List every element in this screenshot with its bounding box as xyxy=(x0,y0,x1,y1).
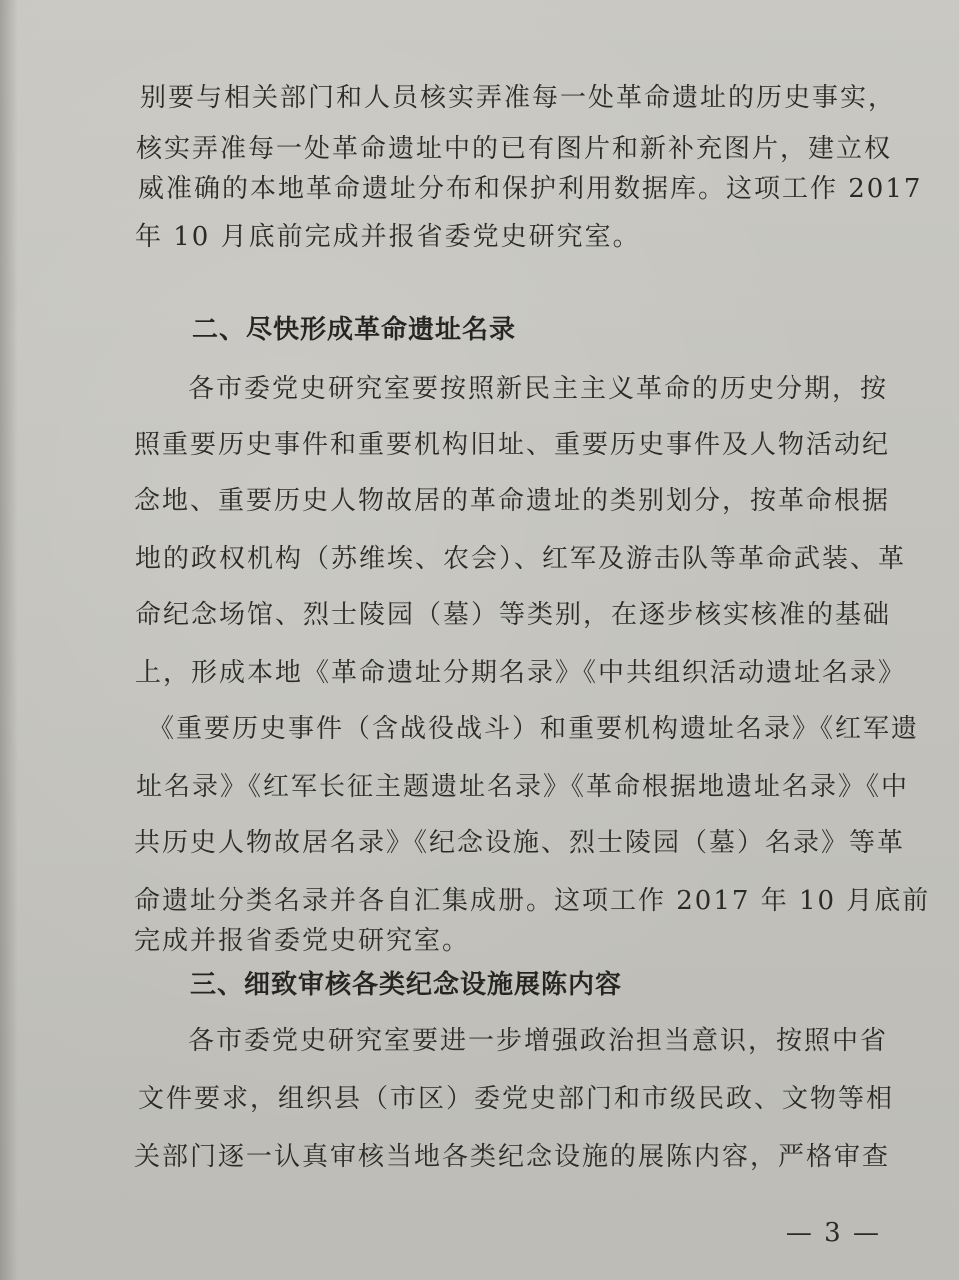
text-line: 文件要求，组织县（市区）委党史部门和市级民政、文物等相 xyxy=(138,1084,895,1114)
page-number: — 3 — xyxy=(785,1218,881,1248)
text-line: 共历史人物故居名录》《纪念设施、烈士陵园（墓）名录》等革 xyxy=(134,828,906,858)
text-line: 关部门逐一认真审核当地各类纪念设施的展陈内容，严格审查 xyxy=(134,1142,891,1172)
text-line: 《重要历史事件（含战役战斗）和重要机构遗址名录》《红军遗 xyxy=(148,714,920,744)
text-line: 地的政权机构（苏维埃、农会）、红军及游击队等革命武装、革 xyxy=(135,544,907,574)
text-line: 命纪念场馆、烈士陵园（墓）等类别，在逐步核实核准的基础 xyxy=(135,600,892,630)
page-edge-shadow xyxy=(0,0,18,1280)
text-line: 念地、重要历史人物故居的革命遗址的类别划分，按革命根据 xyxy=(134,486,891,516)
text-line: 核实弄准每一处革命遗址中的已有图片和新补充图片，建立权 xyxy=(136,134,893,164)
text-line: 址名录》《红军长征主题遗址名录》《革命根据地遗址名录》《中 xyxy=(136,772,910,802)
text-line: 年 10 月底前完成并报省委党史研究室。 xyxy=(135,222,641,252)
text-line: 威准确的本地革命遗址分布和保护利用数据库。这项工作 2017 xyxy=(138,174,923,204)
text-line: 各市委党史研究室要进一步增强政治担当意识，按照中省 xyxy=(188,1026,889,1056)
text-line: 各市委党史研究室要按照新民主主义革命的历史分期，按 xyxy=(188,374,889,404)
text-line: 完成并报省委党史研究室。 xyxy=(134,926,471,956)
text-line: 上，形成本地《革命遗址分期名录》《中共组织活动遗址名录》 xyxy=(135,658,907,688)
section-heading: 二、尽快形成革命遗址名录 xyxy=(192,315,517,345)
text-line: 别要与相关部门和人员核实弄准每一处革命遗址的历史事实， xyxy=(140,83,897,113)
section-heading: 三、细致审核各类纪念设施展陈内容 xyxy=(190,970,623,1000)
text-line: 照重要历史事件和重要机构旧址、重要历史事件及人物活动纪 xyxy=(134,430,891,460)
text-line: 命遗址分类名录并各自汇集成册。这项工作 2017 年 10 月底前 xyxy=(134,886,931,916)
